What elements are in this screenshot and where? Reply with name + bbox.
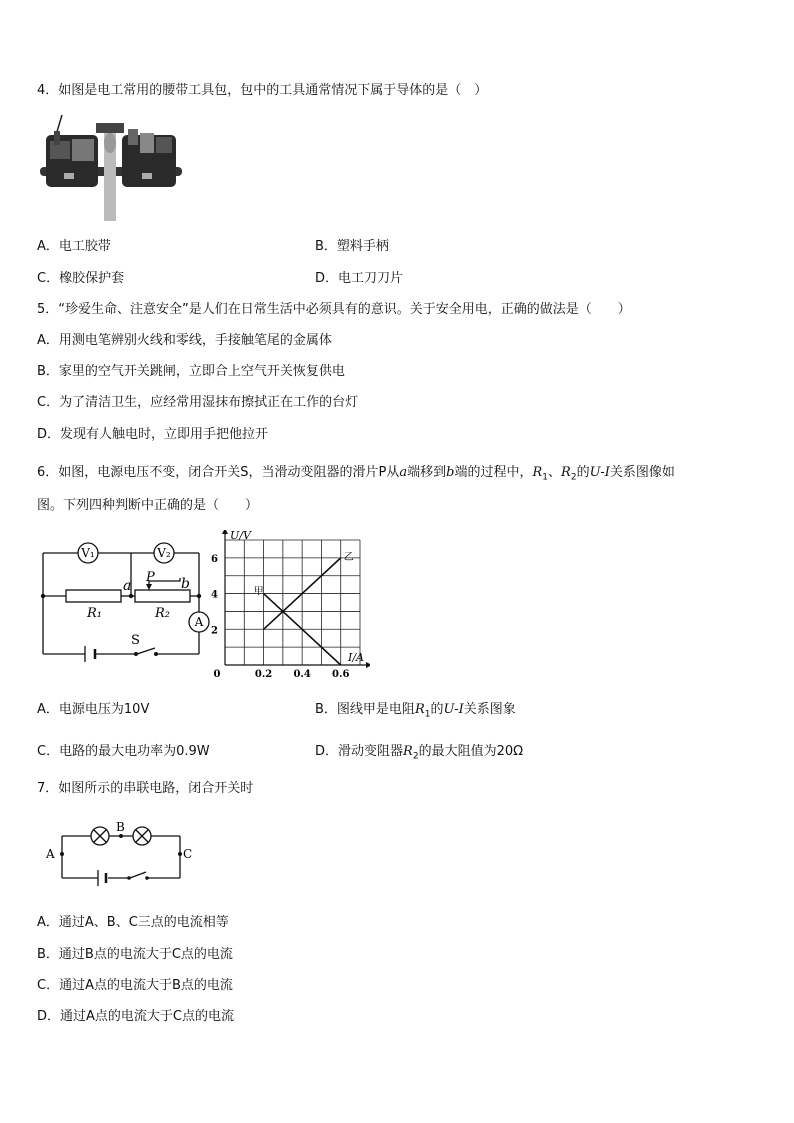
y-tick-label: 2: [211, 625, 218, 637]
q6-sep: 、: [548, 465, 562, 480]
option-text: 家里的空气开关跳闸，立即合上空气开关恢复供电: [58, 364, 345, 379]
chart-ticks: [211, 554, 349, 680]
q6-stem-part: 如图，电源电压不变，闭合开关S，当滑动变阻器的滑片P从: [58, 465, 400, 480]
switch-label: S: [131, 633, 140, 648]
q4-option-c[interactable]: [37, 270, 124, 288]
option-var: R: [403, 744, 413, 759]
ammeter-label: A: [194, 615, 204, 629]
option-text: 通过A点的电流大于B点的电流: [59, 978, 233, 993]
option-label: D．: [315, 271, 339, 286]
q6-option-c[interactable]: [37, 743, 210, 761]
option-text: 电源电压为10V: [58, 702, 150, 717]
q7-stem: [37, 780, 253, 798]
q5-option-b[interactable]: [37, 363, 345, 381]
q6-stem-part: 的: [576, 465, 590, 480]
q7-option-a[interactable]: [37, 914, 229, 932]
x-tick-label: 0.6: [332, 669, 350, 680]
option-label: A．: [37, 702, 59, 717]
option-text: 的: [430, 702, 444, 717]
q6-var-a: a: [399, 465, 408, 480]
y-tick-label: 6: [211, 553, 218, 565]
option-label: C．: [37, 395, 60, 410]
option-label: C．: [37, 744, 60, 759]
q6-option-b[interactable]: [315, 701, 516, 724]
tool-belt-image: [40, 113, 182, 223]
q7-option-c[interactable]: [37, 977, 233, 995]
option-text: 通过B点的电流大于C点的电流: [58, 947, 233, 962]
v2-label: V₂: [157, 546, 171, 560]
series-label-1: 甲: [253, 586, 264, 598]
x-tick-label: 0.4: [293, 669, 311, 680]
option-sub: 1: [424, 709, 431, 720]
q6-r1: R: [532, 465, 543, 480]
q6-stem: [37, 464, 675, 487]
option-label: B．: [315, 239, 337, 254]
point-c-label: C: [183, 847, 193, 861]
option-label: D．: [37, 1009, 61, 1024]
q6-ui: U-I: [589, 465, 610, 480]
q5-option-d[interactable]: [37, 426, 268, 444]
q6-stem-line2: 图。下列四种判断中正确的是（ ）: [37, 498, 259, 513]
q6-r2: R: [561, 465, 571, 480]
r1-resistor: [66, 590, 121, 602]
option-text: 通过A点的电流大于C点的电流: [60, 1009, 234, 1024]
slider-p-label: P: [146, 570, 155, 585]
q5-stem: [37, 301, 631, 319]
q4-stem: [37, 82, 487, 100]
q5-stem-text: “珍爱生命、注意安全”是人们在日常生活中必须具有的意识。关于安全用电，正确的做法是（ ）: [58, 302, 631, 317]
option-label: B．: [37, 364, 59, 379]
q6-var-b: b: [446, 465, 455, 480]
x-axis-arrow-icon: [366, 662, 370, 668]
option-text: 滑动变阻器: [338, 744, 404, 759]
option-text: 通过A、B、C三点的电流相等: [58, 915, 229, 930]
q4-option-a[interactable]: [37, 238, 111, 256]
q5-option-c[interactable]: [37, 394, 358, 412]
option-label: A．: [37, 915, 59, 930]
option-label: D．: [37, 427, 61, 442]
option-label: C．: [37, 978, 60, 993]
q6-r2-sub: 2: [570, 472, 577, 483]
option-label: D．: [315, 744, 339, 759]
option-text: 关系图象: [463, 702, 516, 717]
q6-ui-chart: [210, 530, 370, 684]
q7-circuit-diagram: [44, 820, 194, 894]
point-a-label: A: [46, 847, 55, 861]
q6-number: 6．: [37, 465, 59, 480]
option-text: 橡胶保护套: [59, 271, 125, 286]
q6-stem-part: 端的过程中，: [454, 465, 533, 480]
option-text: 用测电笔辨别火线和零线，手接触笔尾的金属体: [58, 333, 332, 348]
q4-number: 4．: [37, 83, 59, 98]
option-label: B．: [37, 947, 59, 962]
option-text: 为了清洁卫生，应经常用湿抹布擦拭正在工作的台灯: [59, 395, 359, 410]
node-a-label: a: [123, 578, 132, 594]
q7-option-b[interactable]: [37, 946, 233, 964]
option-text: 电工刀刀片: [338, 271, 404, 286]
v1-label: V₁: [81, 546, 95, 560]
option-var: U-I: [443, 702, 464, 717]
option-label: C．: [37, 271, 60, 286]
chart-series: [254, 551, 354, 665]
chart-ylabel: U/V: [230, 530, 251, 542]
q7-number: 7．: [37, 781, 59, 796]
q6-option-a[interactable]: [37, 701, 149, 719]
q6-stem-part: 关系图像如: [609, 465, 675, 480]
r1-label: R₁: [87, 606, 102, 621]
q6-option-d[interactable]: [315, 743, 523, 766]
y-axis-arrow-icon: [222, 530, 228, 534]
option-sub: 2: [412, 751, 419, 762]
option-text: 电工胶带: [58, 239, 111, 254]
option-text: 发现有人触电时，立即用手把他拉开: [60, 427, 269, 442]
option-label: A．: [37, 333, 59, 348]
chart-xlabel: I/A: [348, 651, 364, 664]
option-text: 电路的最大电功率为0.9W: [59, 744, 210, 759]
y-tick-label: 4: [211, 589, 218, 601]
q6-r1-sub: 1: [542, 472, 549, 483]
option-var: R: [414, 702, 425, 717]
x-tick-label: 0.2: [254, 669, 273, 680]
q7-stem-text: 如图所示的串联电路，闭合开关时: [58, 781, 254, 796]
node-b-label: b: [181, 576, 190, 592]
option-text: 塑料手柄: [336, 239, 389, 254]
q4-option-b[interactable]: [315, 238, 389, 256]
point-b-label: B: [116, 820, 125, 834]
option-text: 的最大阻值为20Ω: [418, 744, 524, 759]
option-label: B．: [315, 702, 337, 717]
x-tick-label: 0: [213, 669, 221, 680]
q6-circuit-diagram: [37, 536, 217, 675]
q4-stem-text: 如图是电工常用的腰带工具包，包中的工具通常情况下属于导体的是（ ）: [58, 83, 488, 98]
q6-stem-part: 端移到: [407, 465, 447, 480]
q7-option-d[interactable]: [37, 1008, 234, 1026]
r2-label: R₂: [155, 606, 170, 621]
option-text: 图线甲是电阻: [336, 702, 415, 717]
series-label-2: 乙: [343, 551, 354, 563]
q4-option-d[interactable]: [315, 270, 403, 288]
q5-option-a[interactable]: [37, 332, 332, 350]
option-label: A．: [37, 239, 59, 254]
q5-number: 5．: [37, 302, 59, 317]
